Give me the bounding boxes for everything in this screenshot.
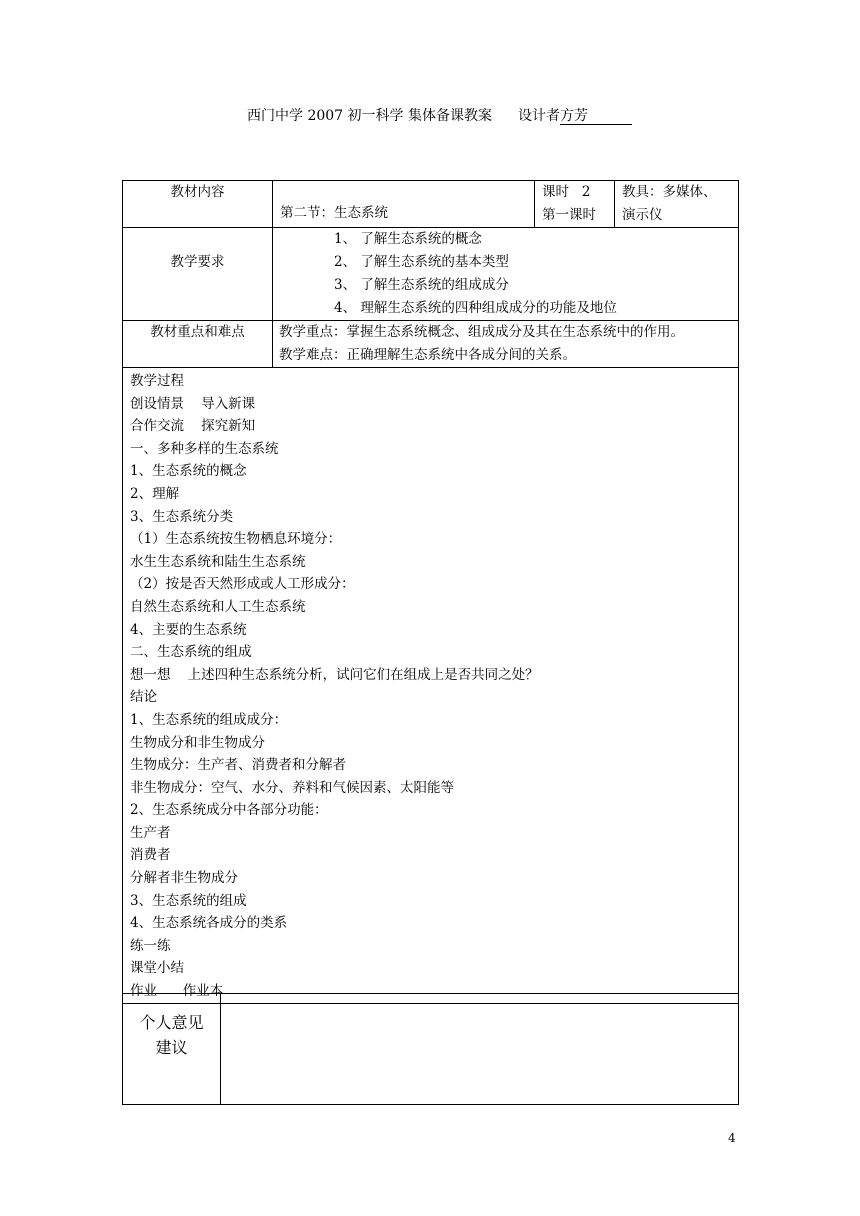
period-line-1: 课时 2 (542, 184, 591, 200)
requirements-cell (273, 228, 739, 321)
header-title: 西门中学 2007 初一科学 集体备课教案 (247, 108, 492, 124)
process-line: 生物成分：生产者、消费者和分解者 (130, 757, 346, 774)
process-line: 作业 作业本 (130, 983, 224, 1000)
process-line: 合作交流 探究新知 (130, 418, 256, 435)
designer-name: 方芳 (560, 108, 632, 125)
requirements-label: 教学要求 (170, 254, 225, 270)
opinion-label-line-1: 个人意见 (139, 1013, 204, 1032)
period-cell (535, 181, 615, 228)
process-line: 水生生态系统和陆生生态系统 (130, 553, 306, 570)
process-line: 结论 (130, 689, 157, 706)
process-line: 2、理解 (130, 485, 180, 502)
process-line: 创设情景 导入新课 (130, 395, 256, 412)
opinion-row (123, 994, 739, 1105)
requirements-label-cell (123, 228, 273, 321)
keypoints-label: 教材重点和难点 (123, 321, 273, 368)
period-line-2: 第一课时 (542, 207, 596, 223)
process-line: 4、生态系统各成分的类系 (130, 915, 288, 932)
process-line: 消费者 (130, 847, 171, 864)
difficult-point: 教学难点：正确理解生态系统中各成分间的关系。 (279, 347, 576, 363)
process-line: 生物成分和非生物成分 (130, 734, 265, 751)
process-line: 2、生态系统成分中各部分功能： (130, 802, 328, 819)
process-line: 自然生态系统和人工生态系统 (130, 598, 306, 615)
process-line: 4、主要的生态系统 (130, 621, 247, 638)
section-title: 第二节：生态系统 (273, 181, 535, 228)
process-line: 1、生态系统的概念 (130, 463, 247, 480)
opinion-label-cell (123, 994, 221, 1105)
process-line: 3、生态系统分类 (130, 508, 234, 525)
teaching-process (123, 368, 739, 1004)
process-row (123, 368, 739, 1004)
process-line: 1、生态系统的组成成分： (130, 711, 288, 728)
tools-line-2: 演示仪 (622, 207, 663, 223)
process-line: 二、生态系统的组成 (130, 644, 252, 661)
keypoints-row (123, 321, 739, 368)
key-point: 教学重点：掌握生态系统概念、组成成分及其在生态系统中的作用。 (279, 324, 684, 340)
lesson-plan-table (122, 180, 739, 1004)
content-label: 教材内容 (123, 181, 273, 228)
opinion-table (122, 993, 739, 1105)
page-header (247, 106, 632, 126)
requirement-item: 1、 了解生态系统的概念 (334, 231, 482, 247)
process-line: 生产者 (130, 824, 171, 841)
process-list (130, 370, 731, 1003)
process-line: 一、多种多样的生态系统 (130, 440, 279, 457)
process-line: 课堂小结 (130, 960, 184, 977)
designer-label: 设计者 (517, 108, 560, 124)
tools-cell (615, 181, 739, 228)
content-row (123, 181, 739, 228)
page-number: 4 (728, 1131, 736, 1145)
tools-line-1: 教具：多媒体、 (622, 184, 717, 200)
opinion-content[interactable] (221, 994, 739, 1105)
opinion-label-line-2: 建议 (155, 1038, 188, 1057)
requirement-item: 2、 了解生态系统的基本类型 (334, 254, 509, 270)
requirement-item: 3、 了解生态系统的组成成分 (334, 277, 509, 293)
process-line: 非生物成分：空气、水分、养料和气候因素、太阳能等 (130, 779, 454, 796)
requirements-list (280, 228, 731, 320)
process-line: 教学过程 (130, 373, 184, 389)
process-line: （2）按是否天然形成或人工形成分： (130, 576, 355, 593)
keypoints-cell (273, 321, 739, 368)
requirements-row (123, 228, 739, 321)
process-line: 3、生态系统的组成 (130, 892, 247, 909)
process-line: （1）生态系统按生物栖息环境分： (130, 531, 342, 548)
process-line: 分解者非生物成分 (130, 870, 238, 887)
process-line: 练一练 (130, 937, 171, 954)
process-line: 想一想 上述四种生态系统分析，试问它们在组成上是否共同之处？ (130, 666, 539, 683)
requirement-item: 4、 理解生态系统的四种组成成分的功能及地位 (334, 300, 617, 316)
